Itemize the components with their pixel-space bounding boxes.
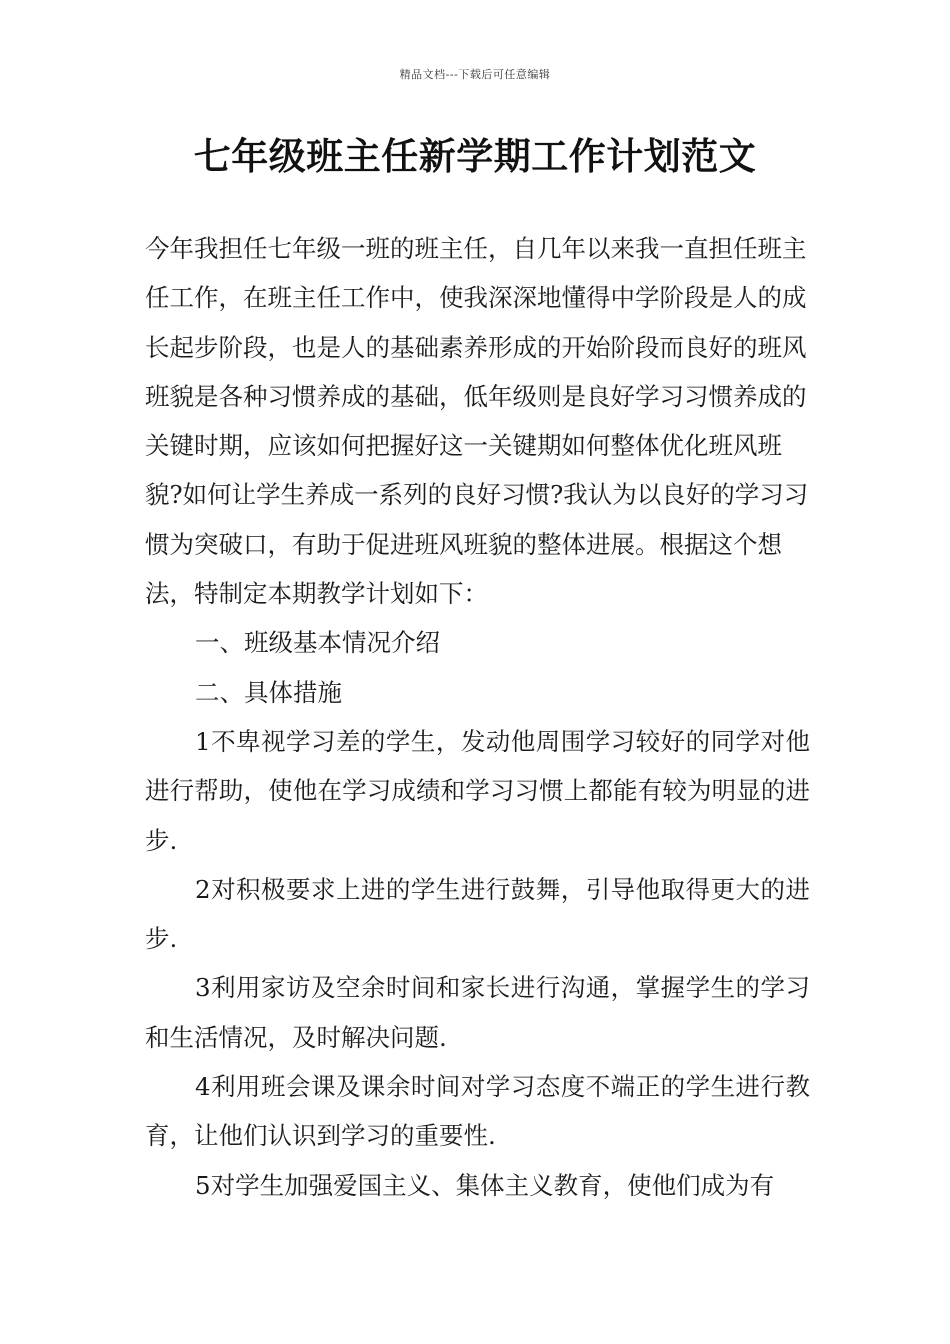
section-heading-class-info: 一、班级基本情况介绍 — [195, 628, 440, 658]
header-note: 精品文档---下载后可任意编辑 — [399, 68, 551, 81]
list-item-measure-3: 3利用家访及空余时间和家长进行沟通，掌握学生的学习和生活情况，及时解决问题. — [145, 973, 810, 1052]
list-item-measure-2: 2对积极要求上进的学生进行鼓舞，引导他取得更大的进步. — [145, 874, 810, 954]
list-item-measure-4: 4利用班会课及课余时间对学习态度不端正的学生进行教育，让他们认识到学习的重要性. — [145, 1072, 810, 1151]
paragraph-intro: 今年我担任七年级一班的班主任，自几年以来我一直担任班主任工作，在班主任工作中，使我深深地懂得中学阶段是人的成长起步阶段，也是人的基础素养形成的开始阶段而良好的班风班貌是各种习惯养成的基础，低年级则是良好学习习惯养成的关键时期，应该如何把握好这一关键期如何整体优化班风班貌?如何让学生养成一系列的良好习惯?我认为以良好的学习习惯为突破口，有助于促进班风班貌的整体进展。根据这个想法，特制定本期教学计划如下： — [145, 234, 809, 609]
list-item-measure-1: 1不卑视学习差的学生，发动他周围学习较好的同学对他进行帮助，使他在学习成绩和学习习惯上都能有较为明显的进步. — [145, 726, 810, 855]
section-heading-measures: 二、具体措施 — [195, 677, 342, 707]
document-title: 七年级班主任新学期工作计划范文 — [193, 135, 757, 178]
list-item-measure-5: 5对学生加强爱国主义、集体主义教育，使他们成为有 — [195, 1170, 775, 1200]
document-body — [145, 224, 810, 1210]
